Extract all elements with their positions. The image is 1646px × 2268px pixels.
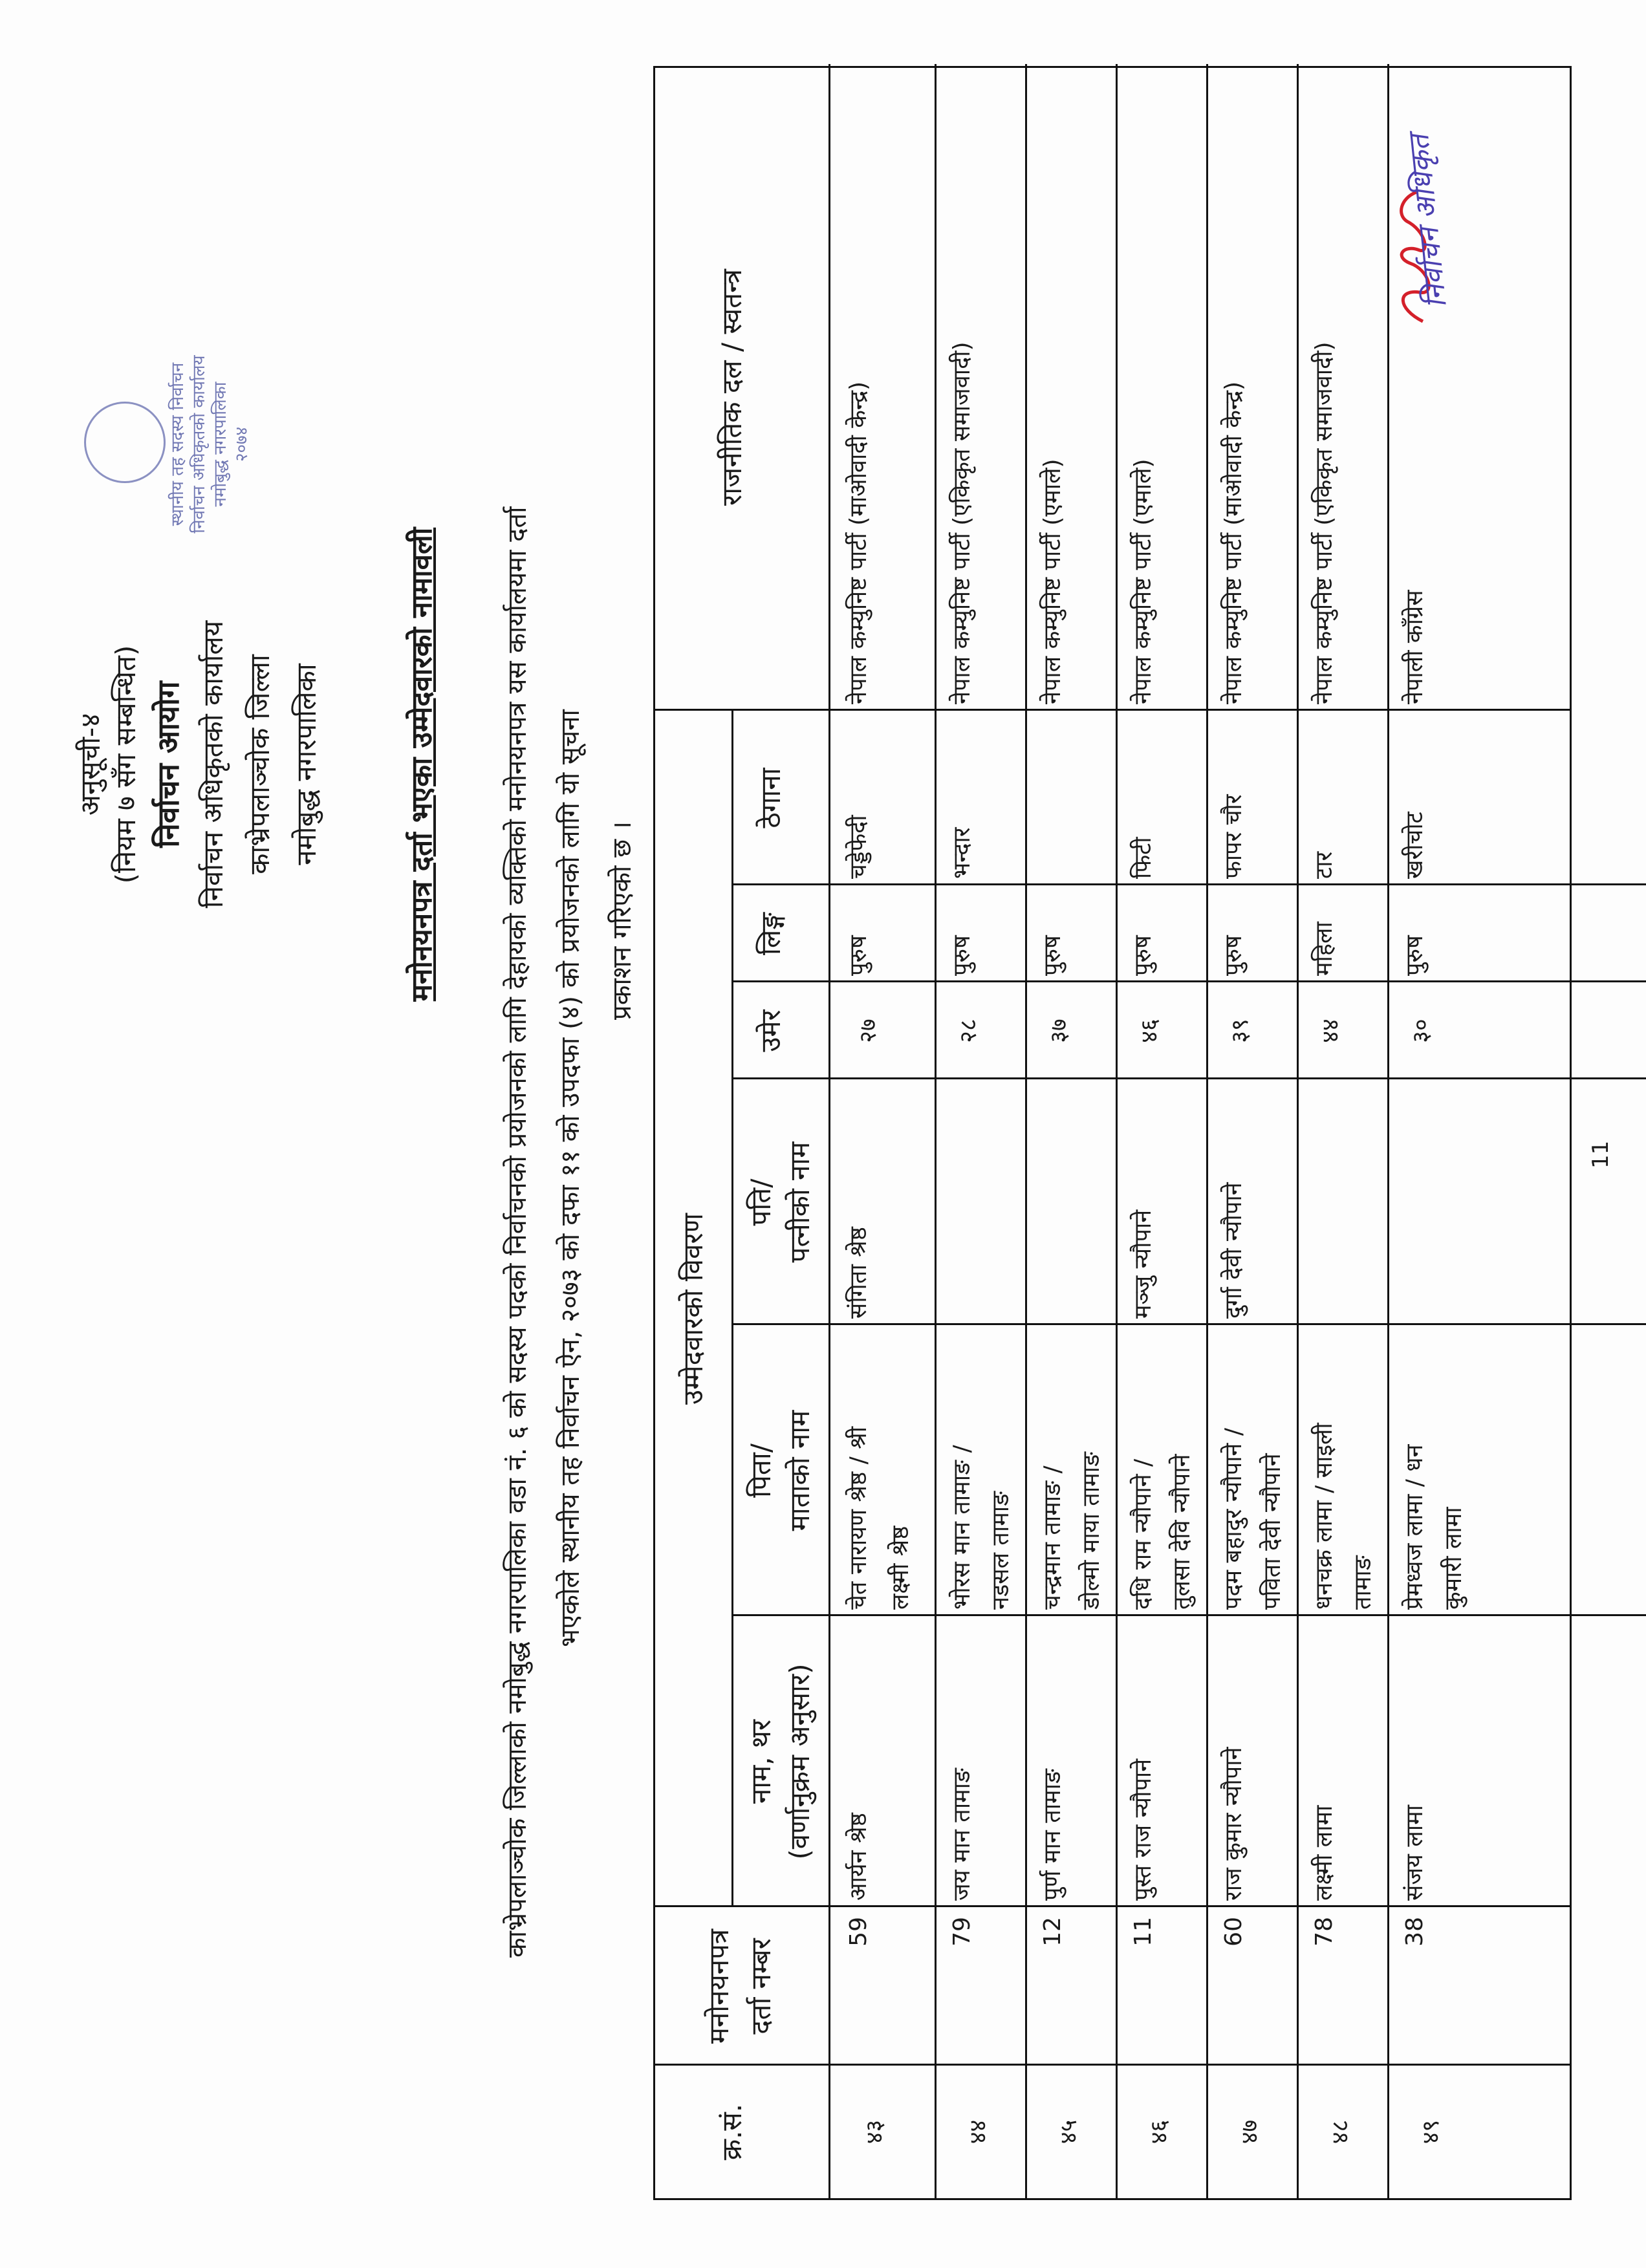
table-row-spouse: संगिता श्रेष्ठ (845, 1227, 872, 1319)
table-row-sn: ४३ (861, 2119, 888, 2144)
table-row-reg: 78 (1311, 1917, 1337, 1947)
table-row-reg: 59 (845, 1917, 872, 1947)
table-row-name: आर्यन श्रेष्ठ (845, 1813, 872, 1901)
municipality-name: नमोबुद्ध नगरपालिका (290, 664, 322, 865)
header-gender: लिङ्ग (755, 913, 786, 955)
table-row-age: ३९ (1227, 1019, 1253, 1043)
page-number: 11 (1588, 1140, 1614, 1169)
table-row-gender: पुरुष (1220, 935, 1247, 976)
table-row-address: फापर चौर (1220, 794, 1247, 879)
signatory-title: निर्वाचन अधिकृत (1402, 133, 1453, 310)
header-candidate-details: उम्मेदवारको विवरण (677, 1213, 709, 1405)
table-row-sn: ४७ (1237, 2119, 1263, 2144)
table-row-gender: महिला (1311, 922, 1337, 976)
office-name: निर्वाचन अधिकृतको कार्यालय (197, 620, 229, 909)
table-row-parent: तुलसा देवि न्यौपाने (1169, 1454, 1195, 1610)
header-parents: माताको नाम (784, 1410, 816, 1531)
table-row-parent: पदम बहादुर न्यौपाने / (1220, 1428, 1247, 1610)
table-row-age: २८ (955, 1019, 982, 1043)
table-row-sn: ४४ (965, 2119, 991, 2144)
table-row-parent: लक्ष्मी श्रेष्ठ (887, 1526, 914, 1610)
table-row-party: नेपाल कम्युनिष्ट पार्टी (एमाले) (1039, 459, 1066, 704)
header-reg-no: मनोनयनपत्र (703, 1928, 735, 2044)
emblem-icon (84, 402, 166, 483)
table-row-reg: 79 (949, 1917, 975, 1947)
table-row-age: २७ (855, 1019, 882, 1043)
table-row-age: ४६ (1136, 1019, 1163, 1043)
table-row-party: नेपाल कम्युनिष्ट पार्टी (एकिकृत समाजवादी) (1311, 341, 1337, 704)
office-seal (84, 328, 252, 561)
table-row-name: संजय लामा (1402, 1805, 1428, 1901)
table-row-spouse: मञ्जु न्यौपाने (1130, 1209, 1156, 1319)
table-row-name: पुस्त राज न्यौपाने (1130, 1758, 1156, 1901)
table-row-sn: ४८ (1327, 2119, 1354, 2144)
header-spouse: पत्नीको नाम (784, 1141, 816, 1263)
table-row-address: भन्दार (949, 827, 975, 879)
table-row-reg: 60 (1220, 1917, 1247, 1947)
table-row-address: टार (1311, 851, 1337, 879)
table-row-parent: भोरस मान तामाङ / (949, 1445, 975, 1610)
rule-reference: (नियम ७ सँग सम्बन्धित) (110, 645, 142, 884)
table-row-sn: ४६ (1146, 2119, 1173, 2144)
table-row-gender: पुरुष (1402, 935, 1428, 976)
table-row-spouse: दुर्गा देवी न्यौपाने (1220, 1182, 1247, 1319)
header-parents: पिता/ (745, 1443, 777, 1498)
district-name: काभ्रेपलाञ्चोक जिल्ला (244, 654, 276, 874)
table-row-party: नेपाल कम्युनिष्ट पार्टी (एकिकृत समाजवादी) (949, 341, 975, 704)
table-row-gender: पुरुष (949, 935, 975, 976)
notice-line-3: प्रकाशन गरिएको छ । (607, 821, 637, 1020)
table-row-reg: 11 (1130, 1917, 1156, 1947)
table-row-name: पुर्ण मान तामाङ (1039, 1769, 1066, 1901)
table-row-age: ३७ (1046, 1019, 1072, 1043)
table-row-gender: पुरुष (845, 935, 872, 976)
table-row-sn: ४५ (1056, 2119, 1082, 2144)
list-title: मनोनयनपत्र दर्ता भएका उम्मेदवारको नामावली (406, 527, 439, 1002)
table-row-parent: धनचक्र लामा / साइली (1311, 1423, 1337, 1610)
table-row-address: फिटी (1130, 837, 1156, 879)
seal-line: निर्वाचन अधिकृतको कार्यालय (190, 355, 209, 534)
commission-name: निर्वाचन आयोग (151, 681, 186, 848)
seal-line: नमोबुद्ध नगरपालिका (211, 382, 230, 507)
header-name: नाम, थर (745, 1719, 777, 1804)
table-row-parent: प्रेमध्वज लामा / धन (1402, 1444, 1428, 1610)
header-name: (वर्णानुक्रम अनुसार) (784, 1663, 816, 1860)
table-row-age: ३० (1408, 1019, 1435, 1043)
table-row-parent: चन्द्रमान तामाङ / (1039, 1465, 1066, 1610)
table-row-parent: कुमारी लामा (1440, 1507, 1467, 1610)
table-row-parent: तामाङ (1350, 1555, 1376, 1610)
table-row-reg: 12 (1039, 1917, 1066, 1947)
table-row-parent: नडसल तामाङ (988, 1491, 1014, 1610)
header-address: ठेगाना (755, 768, 786, 828)
header-party: राजनीतिक दल / स्वतन्त्र (716, 269, 748, 506)
table-row-reg: 38 (1402, 1917, 1428, 1947)
table-row-name: लक्ष्मी लामा (1311, 1805, 1337, 1901)
header-sn: क्र.सं. (716, 2103, 748, 2161)
seal-line: २०७४ (232, 426, 252, 462)
table-row-age: ४४ (1317, 1019, 1344, 1043)
candidate-table (653, 66, 1572, 2200)
table-row-party: नेपाल कम्युनिष्ट पार्टी (माओवादी केन्द्र) (1220, 381, 1247, 704)
table-row-gender: पुरुष (1039, 935, 1066, 976)
notice-line-1: काभ्रेपलाञ्चोक जिल्लाको नमोबुद्ध नगरपालिका वडा नं. ६ को सदस्य पदको निर्वाचनको प्रयोजनको लागि देहायको व्यक्तिको मनोनयनपत्र यस कार्यालयमा दर्ता (503, 506, 532, 1958)
table-row-address: खरीचोट (1402, 812, 1428, 879)
table-row-name: राज कुमार न्यौपाने (1220, 1747, 1247, 1901)
table-row-parent: चेत नारायण श्रेष्ठ / श्री (845, 1426, 872, 1610)
notice-line-2: भएकोले स्थानीय तह निर्वाचन ऐन, २०७३ को दफा ११ को उपदफा (४) को प्रयोजनको लागि यो सूचना (556, 709, 585, 1647)
header-age: उमेर (755, 1010, 786, 1052)
annex-label: अनुसूची-४ (74, 713, 106, 816)
table-row-parent: डोल्मो माया तामाङ (1078, 1452, 1105, 1610)
table-row-party: नेपाल कम्युनिष्ट पार्टी (माओवादी केन्द्र) (845, 381, 872, 704)
table-row-name: जय मान तामाङ (949, 1768, 975, 1901)
table-row-address: चड्डेफेदी (845, 815, 872, 879)
table-row-parent: पविता देवी न्यौपाने (1259, 1453, 1286, 1610)
seal-line: स्थानीय तह सदस्य निर्वाचन (168, 362, 188, 526)
table-row-parent: दधि राम न्यौपाने / (1130, 1458, 1156, 1610)
table-row-party: नेपाली काँग्रेस (1402, 590, 1428, 704)
table-row-gender: पुरुष (1130, 935, 1156, 976)
header-reg-no: दर्ता नम्बर (745, 1938, 777, 2035)
header-spouse: पति/ (745, 1178, 777, 1226)
table-row-sn: ४९ (1418, 2119, 1444, 2144)
table-row-party: नेपाल कम्युनिष्ट पार्टी (एमाले) (1130, 459, 1156, 704)
